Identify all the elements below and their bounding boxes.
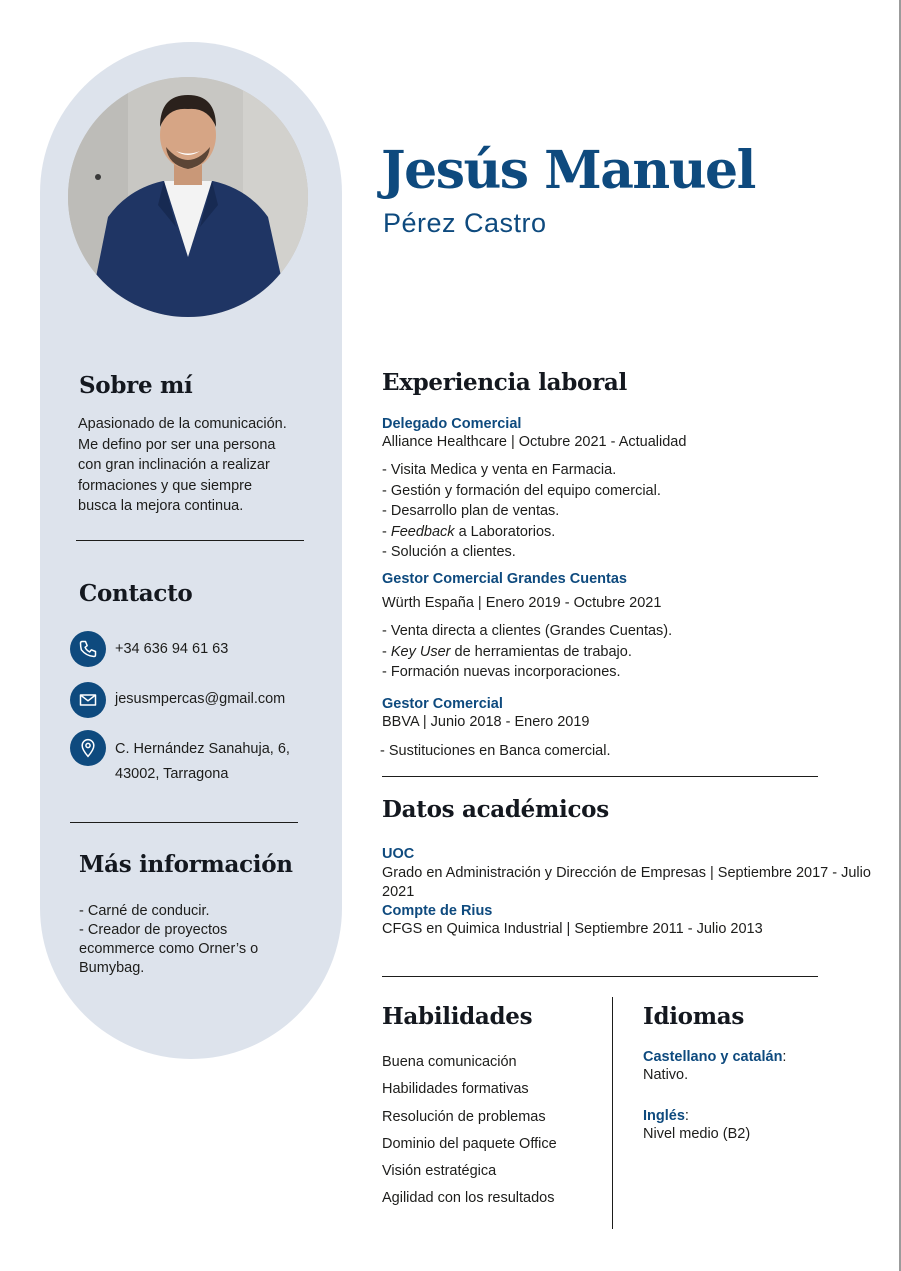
contact-email[interactable]: jesusmpercas@gmail.com — [115, 691, 286, 707]
education-detail: Grado en Administración y Dirección de Empresas | Septiembre 2017 - Julio 2021 — [382, 865, 871, 900]
job-bullet: - Feedback a Laboratorios. — [382, 523, 556, 540]
language-name: Castellano y catalán: — [643, 1049, 787, 1065]
education-divider — [382, 976, 818, 977]
job-bullet: - Desarrollo plan de ventas. — [382, 503, 560, 519]
about-line: Apasionado de la comunicación. — [78, 416, 287, 432]
experience-divider — [382, 776, 818, 777]
more-info-line: ecommerce como Orner’s o — [79, 941, 259, 957]
education-heading: Datos académicos — [382, 796, 609, 823]
job-title: Delegado Comercial — [382, 416, 522, 432]
skill-item: Habilidades formativas — [382, 1081, 529, 1098]
skills-list — [382, 1049, 557, 1213]
about-line: con gran inclinación a realizar — [78, 457, 270, 473]
address-line: C. Hernández Sanahuja, 6, — [115, 741, 290, 757]
education-school: Compte de Rius — [382, 903, 493, 919]
education-detail: CFGS en Quimica Industrial | Septiembre 2011 - Julio 2013 — [382, 921, 763, 937]
contact-heading: Contacto — [79, 580, 193, 607]
job-bullets — [380, 741, 611, 762]
skill-item: Dominio del paquete Office — [382, 1135, 557, 1152]
contact-phone[interactable]: +34 636 94 61 63 — [115, 641, 229, 657]
more-info-line: - Creador de proyectos — [79, 922, 228, 938]
job-bullet: - Key User de herramientas de trabajo. — [382, 643, 632, 660]
phone-icon — [70, 631, 106, 667]
skill-item: Resolución de problemas — [382, 1108, 546, 1125]
about-text — [78, 414, 287, 517]
job-title: Gestor Comercial — [382, 696, 503, 712]
job-bullets — [382, 621, 672, 683]
job-title: Gestor Comercial Grandes Cuentas — [382, 571, 627, 587]
skill-item: Buena comunicación — [382, 1054, 517, 1070]
about-line: Me defino por ser una persona — [78, 436, 276, 453]
education-school: UOC — [382, 846, 415, 862]
location-icon — [70, 730, 106, 766]
contact-divider — [70, 822, 298, 823]
about-divider — [76, 540, 304, 541]
column-divider — [612, 997, 613, 1229]
job-bullet: - Formación nuevas incorporaciones. — [382, 664, 621, 680]
about-heading: Sobre mí — [79, 372, 193, 399]
skills-heading: Habilidades — [382, 1003, 533, 1030]
more-info-heading: Más información — [79, 851, 293, 878]
job-meta: Würth España | Enero 2019 - Octubre 2021 — [382, 595, 662, 611]
languages-heading: Idiomas — [643, 1003, 745, 1030]
job-bullet: - Sustituciones en Banca comercial. — [380, 743, 611, 759]
language-level: Nivel medio (B2) — [643, 1126, 751, 1142]
language-level: Nativo. — [643, 1067, 689, 1083]
contact-address — [115, 737, 290, 787]
about-line: busca la mejora continua. — [78, 498, 244, 514]
job-meta: BBVA | Junio 2018 - Enero 2019 — [382, 714, 590, 730]
skill-item: Agilidad con los resultados — [382, 1190, 555, 1207]
mail-icon — [70, 682, 106, 718]
address-line: 43002, Tarragona — [115, 766, 229, 782]
job-bullets — [382, 460, 661, 563]
about-line: formaciones y que siempre — [78, 477, 253, 494]
job-bullet: - Solución a clientes. — [382, 544, 516, 560]
job-bullet: - Visita Medica y venta en Farmacia. — [382, 462, 617, 478]
experience-heading: Experiencia laboral — [382, 369, 627, 396]
job-bullet: - Venta directa a clientes (Grandes Cuentas). — [382, 623, 673, 639]
more-info-line: - Carné de conducir. — [79, 903, 210, 919]
last-name: Pérez Castro — [383, 208, 547, 238]
job-bullet: - Gestión y formación del equipo comercial. — [382, 482, 661, 499]
more-info-line: Bumybag. — [79, 960, 145, 976]
skill-item: Visión estratégica — [382, 1163, 497, 1180]
job-meta: Alliance Healthcare | Octubre 2021 - Actualidad — [382, 434, 687, 450]
language-name: Inglés: — [643, 1108, 689, 1124]
first-name: Jesús Manuel — [381, 140, 755, 201]
profile-photo — [68, 77, 308, 317]
more-info-text — [79, 902, 258, 978]
